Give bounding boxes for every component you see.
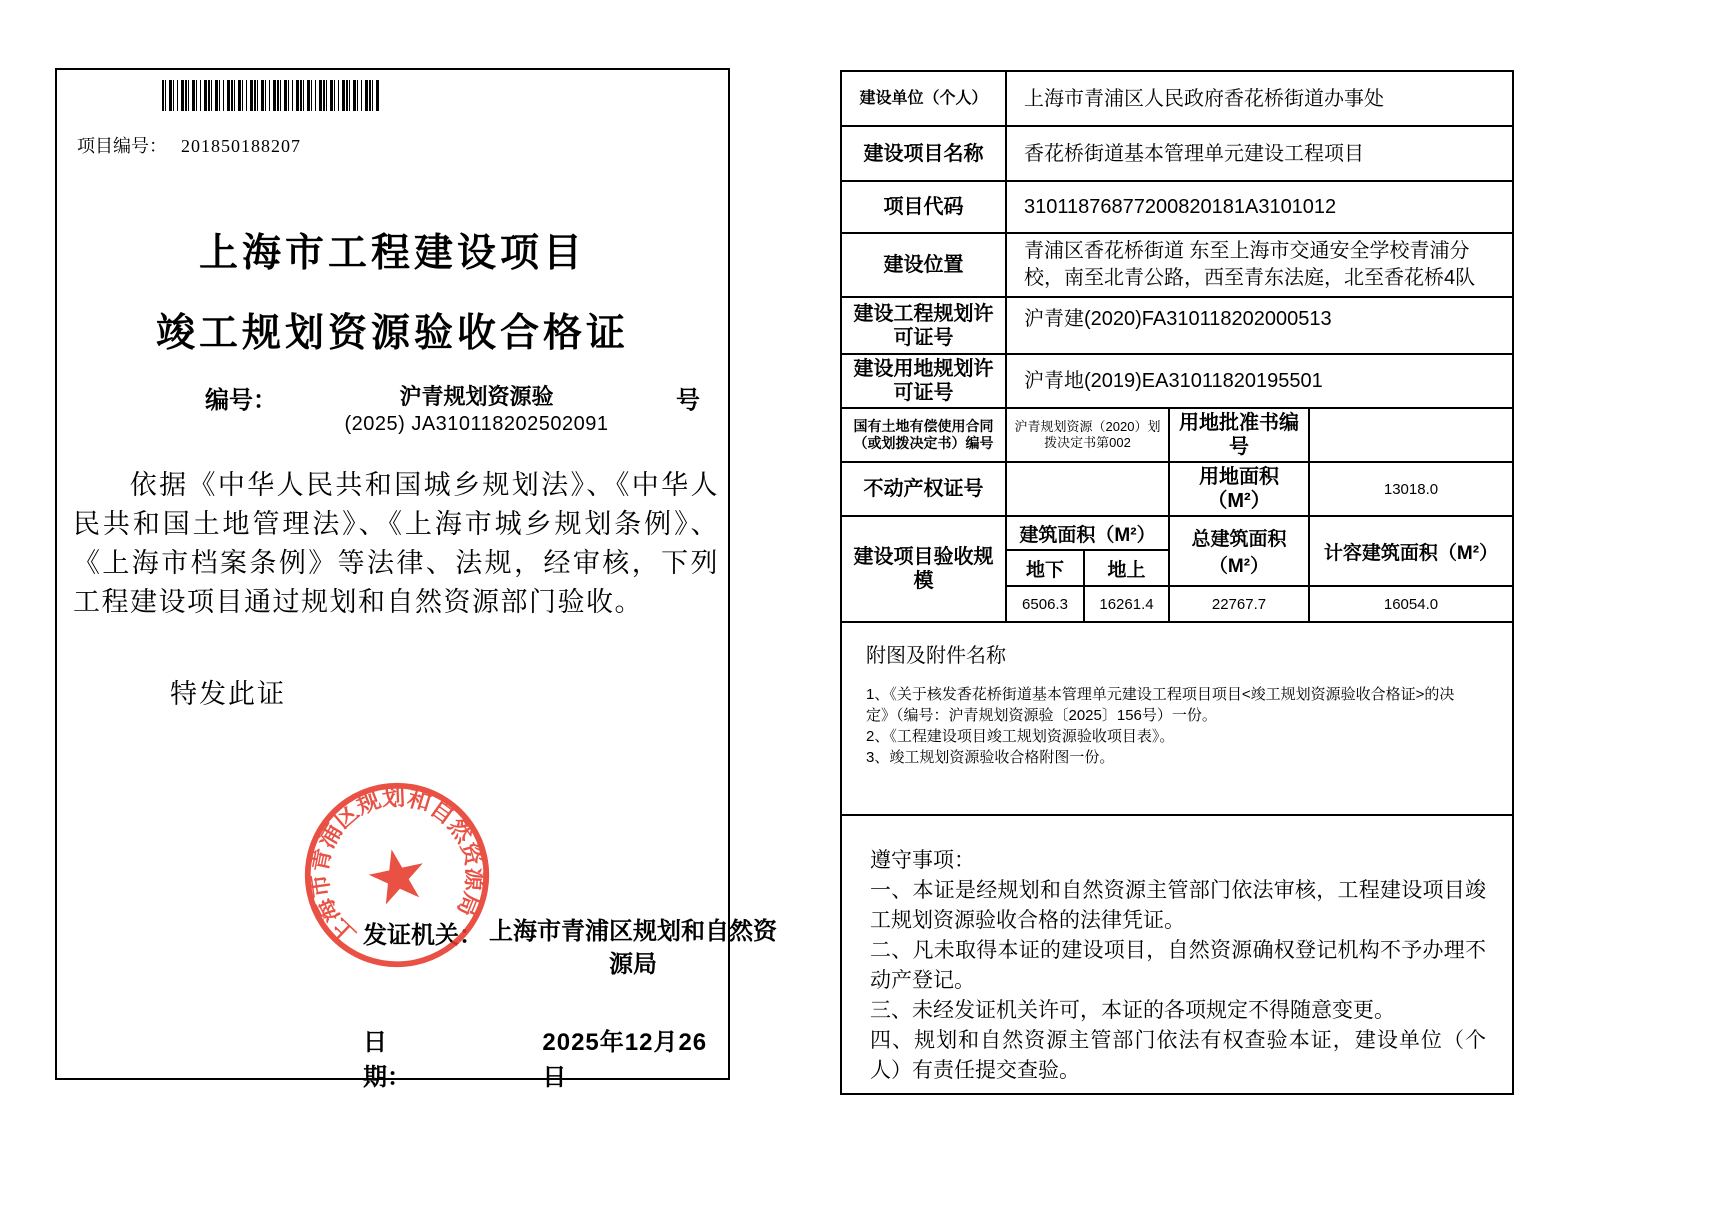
- row-construction-permit: [841, 297, 1513, 354]
- issuing-authority-value: 上海市青浦区规划和自然资源局: [489, 918, 777, 978]
- issue-date-value: 2025年12月26日: [542, 1029, 708, 1091]
- cert-number-suffix: 号: [676, 387, 700, 414]
- total-floor-area-value: 22767.7: [1169, 586, 1309, 622]
- certificate-number-block: [57, 380, 728, 436]
- property-cert-value: [1006, 462, 1169, 516]
- cert-number-value: [277, 380, 676, 436]
- issue-statement: 特发此证: [170, 679, 286, 709]
- attachments-cell: [841, 622, 1513, 815]
- land-contract-value: 沪青规划资源（2020）划拨决定书第002: [1006, 408, 1169, 462]
- cert-number-label: 编号：: [205, 387, 277, 414]
- underground-header: 地下: [1006, 550, 1084, 586]
- issue-date-line: [363, 1022, 728, 1092]
- capacity-floor-area-value: 16054.0: [1309, 586, 1513, 622]
- row-project-code: [841, 181, 1513, 233]
- aboveground-header: 地上: [1084, 550, 1169, 586]
- project-number-label: 项目编号：: [77, 136, 167, 156]
- certificate-body-text: 依据《中华人民共和国城乡规划法》、《中华人民共和国土地管理法》、《上海市城乡规划条例》、《上海市档案条例》等法律、法规，经审核，下列工程建设项目通过规划和自然资源部门验收。: [73, 470, 719, 617]
- project-name-label: 建设项目名称: [841, 126, 1006, 181]
- attachments-list: [866, 684, 1512, 768]
- land-contract-label: 国有土地有偿使用合同（或划拨决定书）编号: [841, 408, 1006, 462]
- construction-unit-label: 建设单位（个人）: [841, 71, 1006, 126]
- issuing-authority-label: 发证机关：: [363, 922, 483, 949]
- seal-text-path: 上海市青浦区规划和自然资源局: [305, 783, 489, 949]
- attachment-item: 1、《关于核发香花桥街道基本管理单元建设工程项目项目<竣工规划资源验收合格证>的决定》（编号：沪青规划资源验〔2025〕156号）一份。: [866, 686, 1455, 724]
- compliance-cell: [841, 815, 1513, 1094]
- land-approval-label: 用地批准书编号: [1169, 408, 1309, 462]
- attachments-title: 附图及附件名称: [866, 645, 1006, 667]
- seal-star-icon: [365, 844, 430, 907]
- location-value: 青浦区香花桥街道 东至上海市交通安全学校青浦分校，南至北青公路，西至青东法庭，北至香花桥4队: [1006, 233, 1513, 297]
- row-scale-header1: [841, 516, 1513, 550]
- row-location: [841, 233, 1513, 297]
- underground-value: 6506.3: [1006, 586, 1084, 622]
- issuing-authority-line: [363, 915, 783, 981]
- row-compliance: [841, 815, 1513, 1094]
- aboveground-value: 16261.4: [1084, 586, 1169, 622]
- row-land-contract: [841, 408, 1513, 462]
- project-name-value: 香花桥街道基本管理单元建设工程项目: [1006, 126, 1513, 181]
- cert-number-code: (2025) JA310118202502091: [344, 413, 609, 435]
- certificate-front-page: [55, 68, 777, 1091]
- project-number-value: 201850188207: [181, 136, 301, 156]
- land-area-label: 用地面积（M²）: [1169, 462, 1309, 516]
- compliance-title: 遵守事项：: [870, 849, 975, 872]
- row-construction-unit: [841, 71, 1513, 126]
- issue-date-label: 日 期：: [363, 1029, 435, 1091]
- land-area-value: 13018.0: [1309, 462, 1513, 516]
- location-label: 建设位置: [841, 233, 1006, 297]
- compliance-item: 三、未经发证机关许可，本证的各项规定不得随意变更。: [870, 999, 1395, 1022]
- certificate-title-line2: 竣工规划资源验收合格证: [155, 312, 629, 355]
- floor-area-header: 建筑面积（M²）: [1006, 516, 1169, 550]
- land-permit-label: 建设用地规划许可证号: [841, 354, 1006, 408]
- compliance-item: 四、规划和自然资源主管部门依法有权查验本证，建设单位（个人）有责任提交查验。: [870, 1029, 1486, 1082]
- construction-unit-value: 上海市青浦区人民政府香花桥街道办事处: [1006, 71, 1513, 126]
- compliance-item: 一、本证是经规划和自然资源主管部门依法审核，工程建设项目竣工规划资源验收合格的法律凭证。: [870, 879, 1486, 932]
- attachment-item: 2、《工程建设项目竣工规划资源验收项目表》。: [866, 728, 1175, 745]
- compliance-item: 二、凡未取得本证的建设项目，自然资源确权登记机构不予办理不动产登记。: [870, 939, 1486, 992]
- land-permit-value: 沪青地(2019)EA31011820195501: [1006, 354, 1513, 408]
- row-property-cert: [841, 462, 1513, 516]
- attachment-item: 3、竣工规划资源验收合格附图一份。: [866, 749, 1115, 766]
- row-project-name: [841, 126, 1513, 181]
- row-land-permit: [841, 354, 1513, 408]
- cert-number-prefix: 沪青规划资源验: [399, 384, 554, 409]
- capacity-floor-area-header: 计容建筑面积（M²）: [1309, 516, 1513, 586]
- construction-permit-label: 建设工程规划许可证号: [841, 297, 1006, 354]
- project-code-label: 项目代码: [841, 181, 1006, 233]
- project-number-line: [77, 132, 301, 158]
- certificate-title-line1: 上海市工程建设项目: [198, 232, 586, 275]
- land-approval-value: [1309, 408, 1513, 462]
- certificate-info-table: [840, 70, 1514, 1095]
- property-cert-label: 不动产权证号: [841, 462, 1006, 516]
- barcode: [162, 80, 380, 111]
- project-code-value: 31011876877200820181A3101012: [1006, 181, 1513, 233]
- acceptance-scale-label: 建设项目验收规模: [841, 516, 1006, 622]
- row-attachments: [841, 622, 1513, 815]
- total-floor-area-header: 总建筑面积（M²）: [1169, 516, 1309, 586]
- construction-permit-value: 沪青建(2020)FA310118202000513: [1006, 297, 1513, 354]
